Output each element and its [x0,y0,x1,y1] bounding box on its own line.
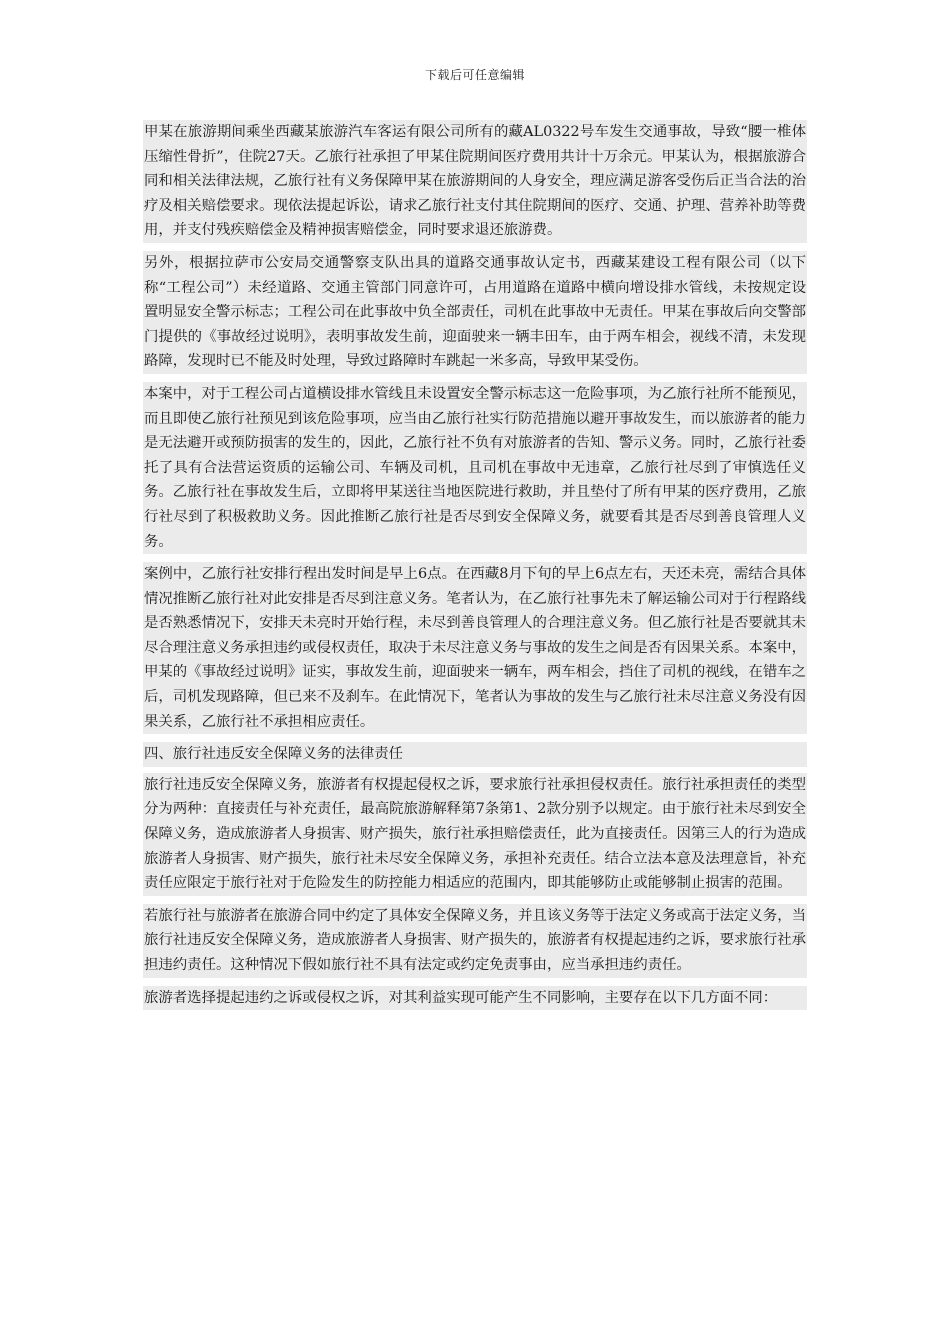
page-header: 下载后可任意编辑 [424,68,525,82]
paragraph-analysis: 本案中，对于工程公司占道横设排水管线且未设置安全警示标志这一危险事项，为乙旅行社所不能预见，而且即使乙旅行社预见到该危险事项，应当由乙旅行社实行防范措施以避开事故发生，而以旅游者的能力是无法避开或预防损害的发生的，因此，乙旅行社不负有对旅游者的告知、警示义务。同时，乙旅行社委托了具有合法营运资质的运输公司、车辆及司机，且司机在事故中无违章，乙旅行社尽到了审慎选任义务。乙旅行社在事故发生后，立即将甲某送往当地医院进行救助，并且垫付了所有甲某的医疗费用，乙旅行社尽到了积极救助义务。因此推断乙旅行社是否尽到安全保障义务，就要看其是否尽到善良管理人义务。 [143,382,807,554]
paragraph-choice-of-action: 旅游者选择提起违约之诉或侵权之诉，对其利益实现可能产生不同影响，主要存在以下几方面不同： [143,986,807,1011]
paragraph-schedule-analysis: 案例中，乙旅行社安排行程出发时间是早上6点。在西藏8月下旬的早上6点左右，天还未亮，需结合具体情况推断乙旅行社对此安排是否尽到注意义务。笔者认为，在乙旅行社事先未了解运输公司对于行程路线是否熟悉情况下，安排天未亮时开始行程，未尽到善良管理人的合理注意义务。但乙旅行社是否要就其未尽合理注意义务承担违约或侵权责任，取决于未尽注意义务与事故的发生之间是否有因果关系。本案中，甲某的《事故经过说明》证实，事故发生前，迎面驶来一辆车，两车相会，挡住了司机的视线，在错车之后，司机发现路障，但已来不及刹车。在此情况下，笔者认为事故的发生与乙旅行社未尽注意义务没有因果关系，乙旅行社不承担相应责任。 [143,562,807,734]
document-body [143,120,807,1018]
paragraph-tort-liability: 旅行社违反安全保障义务，旅游者有权提起侵权之诉，要求旅行社承担侵权责任。旅行社承担责任的类型分为两种：直接责任与补充责任，最高院旅游解释第7条第1、2款分别予以规定。由于旅行社未尽到安全保障义务，造成旅游者人身损害、财产损失，旅行社承担赔偿责任，此为直接责任。因第三人的行为造成旅游者人身损害、财产损失，旅行社未尽安全保障义务，承担补充责任。结合立法本意及法理意旨，补充责任应限定于旅行社对于危险发生的防控能力相适应的范围内，即其能够防止或能够制止损害的范围。 [143,773,807,896]
section-heading: 四、旅行社违反安全保障义务的法律责任 [143,742,807,767]
paragraph-contract-liability: 若旅行社与旅游者在旅游合同中约定了具体安全保障义务，并且该义务等于法定义务或高于法定义务，当旅行社违反安全保障义务，造成旅游者人身损害、财产损失的，旅游者有权提起违约之诉，要求旅行社承担违约责任。这种情况下假如旅行社不具有法定或约定免责事由，应当承担违约责任。 [143,904,807,978]
paragraph-case-facts: 甲某在旅游期间乘坐西藏某旅游汽车客运有限公司所有的藏AL0322号车发生交通事故，导致“腰一椎体压缩性骨折”，住院27天。乙旅行社承担了甲某住院期间医疗费用共计十万余元。甲某认为，根据旅游合同和相关法律法规，乙旅行社有义务保障甲某在旅游期间的人身安全，理应满足游客受伤后正当合法的治疗及相关赔偿要求。现依法提起诉讼，请求乙旅行社支付其住院期间的医疗、交通、护理、营养补助等费用，并支付残疾赔偿金及精神损害赔偿金，同时要求退还旅游费。 [143,120,807,243]
paragraph-accident-report: 另外，根据拉萨市公安局交通警察支队出具的道路交通事故认定书，西藏某建设工程有限公司（以下称“工程公司”）未经道路、交通主管部门同意许可，占用道路在道路中横向增设排水管线，未按规定设置明显安全警示标志；工程公司在此事故中负全部责任，司机在此事故中无责任。甲某在事故后向交警部门提供的《事故经过说明》，表明事故发生前，迎面驶来一辆丰田车，由于两车相会，视线不清，未发现路障，发现时已不能及时处理，导致过路障时车跳起一米多高，导致甲某受伤。 [143,251,807,374]
